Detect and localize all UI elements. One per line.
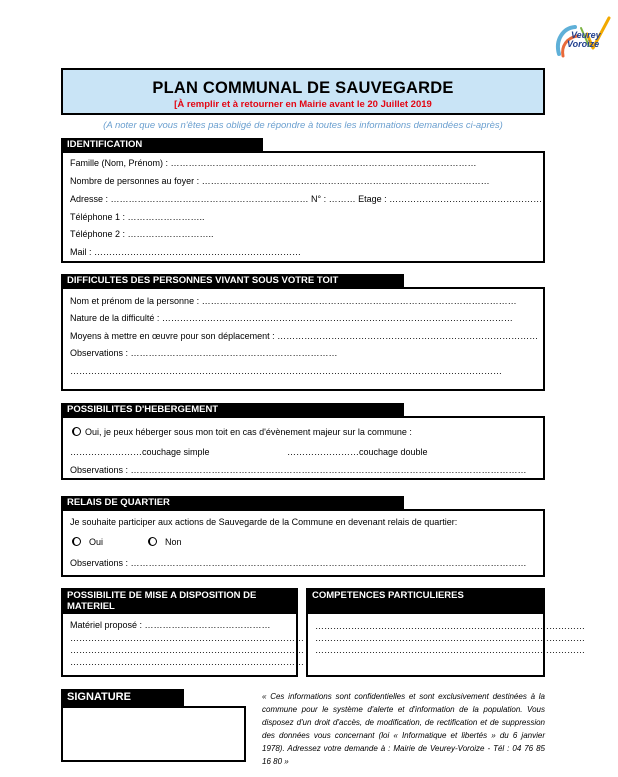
hebergement-option[interactable]: Oui, je peux héberger sous mon toit en cas d'évènement majeur sur la commune : xyxy=(72,427,412,437)
optional-note: (A noter que vous n'êtes pas obligé de répondre à toutes les informations demandées ci-après) xyxy=(103,120,503,131)
relais-non-option[interactable]: Non xyxy=(148,537,182,547)
materiel-heading: POSSIBILITE DE MISE A DISPOSITION DE MATERIEL xyxy=(61,588,298,613)
signature-heading: SIGNATURE xyxy=(61,689,184,706)
difficultes-extra-line[interactable]: ……………………………………………………………………………………………………………………………… xyxy=(70,366,502,376)
hebergement-observations-field[interactable]: Observations : …………………………………………………………………………………………………………………… xyxy=(70,465,527,475)
competences-heading: COMPETENCES PARTICULIERES xyxy=(306,588,545,613)
relais-observations-field[interactable]: Observations : …………………………………………………………………………………………………………………… xyxy=(70,558,527,568)
page-title: PLAN COMMUNAL DE SAUVEGARDE xyxy=(152,79,454,97)
telephone-2-field[interactable]: Téléphone 2 : ……………………….. xyxy=(70,229,214,239)
radio-icon[interactable] xyxy=(72,537,81,546)
relais-text: Je souhaite participer aux actions de Sauvegarde de la Commune en devenant relais de quartier: xyxy=(70,517,458,527)
telephone-1-field[interactable]: Téléphone 1 : …………………….. xyxy=(70,212,205,222)
title-box xyxy=(61,68,545,115)
relais-heading: RELAIS DE QUARTIER xyxy=(61,496,404,509)
nombre-personnes-field[interactable]: Nombre de personnes au foyer : …………………………………………………………………………………… xyxy=(70,176,490,186)
difficultes-observations-field[interactable]: Observations : …………………………………………………………… xyxy=(70,348,338,358)
materiel-line-2[interactable]: …………………………………………………………………… xyxy=(70,633,304,643)
nature-difficulte-field[interactable]: Nature de la difficulté : ……………………………………………………………………………………………………… xyxy=(70,313,513,323)
competences-line-3[interactable]: ……………………………………………………………………………… xyxy=(315,645,585,655)
privacy-notice: « Ces informations sont confidentielles et sont exclusivement destinées à la commune pour le système d'alerte et d'information de la population. Vous disposez d'un droit d'accès, de modification, de rectification et de suppression des données vous concernant (loi « Informatique et libertés » du 6 janvier 1978). Adressez votre demande à : Mairie de Veurey-Voroize - Tél : 04 76 85 16 80 » xyxy=(262,692,545,766)
difficultes-heading: DIFFICULTES DES PERSONNES VIVANT SOUS VOTRE TOIT xyxy=(61,274,404,287)
moyens-field[interactable]: Moyens à mettre en œuvre pour son déplacement : …………………………………………………………………………… xyxy=(70,331,539,341)
radio-icon[interactable] xyxy=(72,427,81,436)
competences-line-1[interactable]: ……………………………………………………………………………… xyxy=(315,621,585,631)
famille-field[interactable]: Famille (Nom, Prénom) : ………………………………………………………………………………………… xyxy=(70,158,477,168)
signature-box[interactable] xyxy=(61,706,246,762)
mail-field[interactable]: Mail : …………………………………………………………… xyxy=(70,247,302,257)
adresse-field[interactable]: Adresse : ………………………………………………………… N° : ……… Etage : …………………………………………… xyxy=(70,194,543,204)
couchage-double-field[interactable]: ……………………couchage double xyxy=(287,447,428,457)
nom-personne-field[interactable]: Nom et prénom de la personne : …………………………………………………………………………………………… xyxy=(70,296,517,306)
hebergement-heading: POSSIBILITES D'HEBERGEMENT xyxy=(61,403,404,416)
identification-heading: IDENTIFICATION xyxy=(61,138,263,151)
radio-icon[interactable] xyxy=(148,537,157,546)
materiel-propose-field[interactable]: Matériel proposé : …………………………………… xyxy=(70,620,271,630)
relais-oui-option[interactable]: Oui xyxy=(72,537,103,547)
couchage-simple-field[interactable]: ……………………couchage simple xyxy=(70,447,210,457)
deadline-subtitle: [À remplir et à retourner en Mairie avant le 20 Juillet 2019 xyxy=(174,99,432,110)
competences-line-2[interactable]: ……………………………………………………………………………… xyxy=(315,633,585,643)
logo-text: Veurey Voroize xyxy=(567,30,601,49)
materiel-line-4[interactable]: …………………………………………………………………… xyxy=(70,657,304,667)
materiel-line-3[interactable]: …………………………………………………………………… xyxy=(70,645,304,655)
